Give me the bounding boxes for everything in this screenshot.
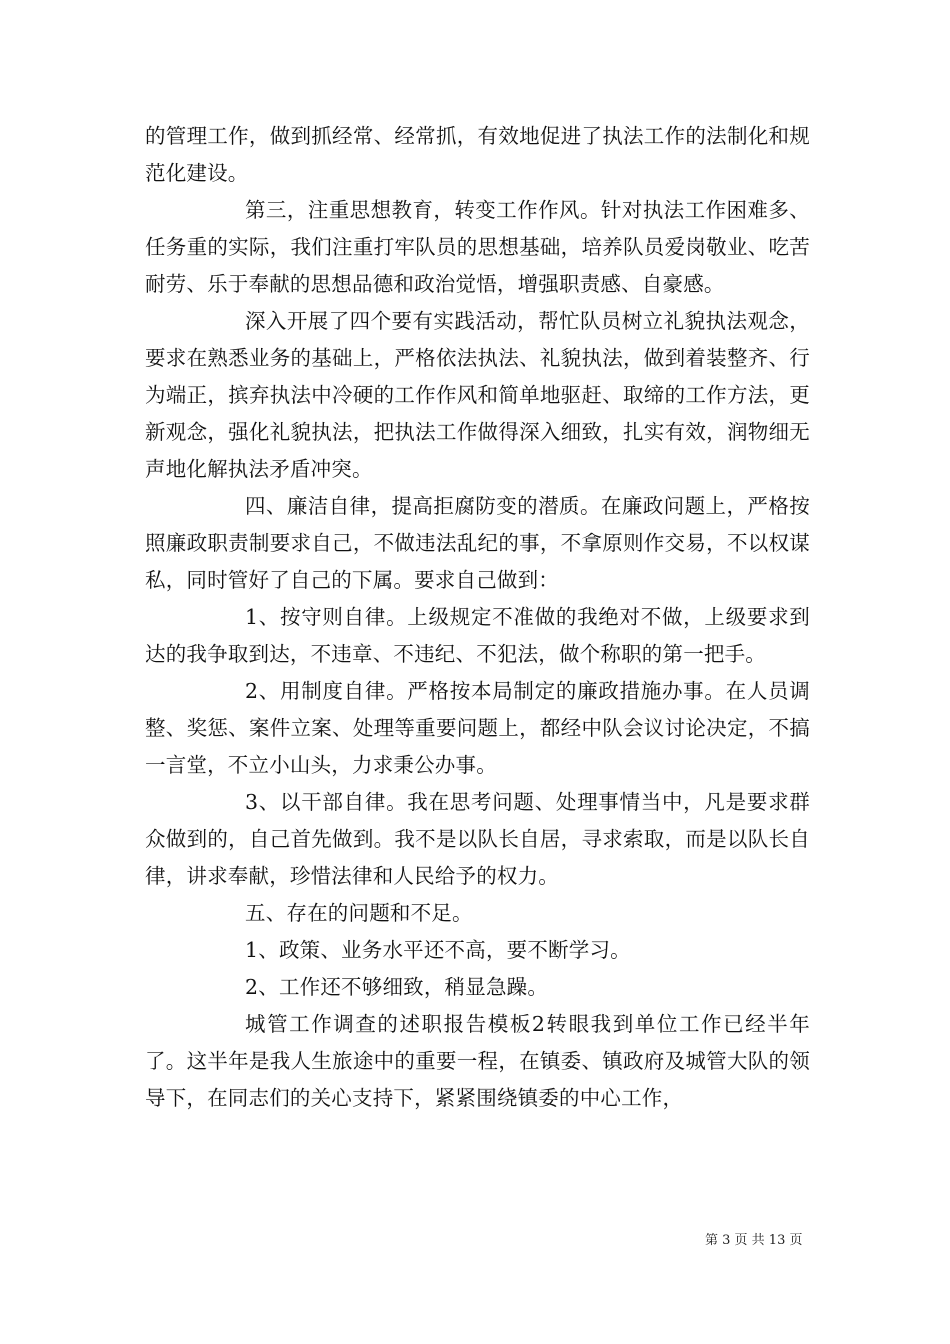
- paragraph-rule-discipline: 1、按守则自律。上级规定不准做的我绝对不做，上级要求到达的我争取到达，不违章、不违纪、不犯法，做个称职的第一把手。: [145, 605, 810, 666]
- document-body: [145, 118, 810, 1117]
- paragraph-problem-2: 2、工作还不够细致，稍显急躁。: [245, 975, 549, 999]
- paragraph-template-2: 城管工作调查的述职报告模板2转眼我到单位工作已经半年了。这半年是我人生旅途中的重要一程，在镇委、镇政府及城管大队的领导下，在同志们的关心支持下，紧紧围绕镇委的中心工作，: [145, 1012, 810, 1110]
- paragraph-problems-heading: 五、存在的问题和不足。: [245, 901, 473, 925]
- paragraph-practice-activity: 深入开展了四个要有实践活动，帮忙队员树立礼貌执法观念，要求在熟悉业务的基础上，严格依法执法、礼貌执法，做到着装整齐、行为端正，摈弃执法中冷硬的工作作风和简单地驱赶、取缔的工作方法，更新观念，强化礼貌执法，把执法工作做得深入细致，扎实有效，润物细无声地化解执法矛盾冲突。: [145, 309, 810, 481]
- paragraph-problem-1: 1、政策、业务水平还不高，要不断学习。: [245, 938, 631, 962]
- paragraph-continuation: 的管理工作，做到抓经常、经常抓，有效地促进了执法工作的法制化和规范化建设。: [145, 124, 810, 185]
- paragraph-self-discipline: 四、廉洁自律，提高拒腐防变的潜质。在廉政问题上，严格按照廉政职责制要求自己，不做违法乱纪的事，不拿原则作交易，不以权谋私，同时管好了自己的下属。要求自己做到：: [145, 494, 810, 592]
- paragraph-system-discipline: 2、用制度自律。严格按本局制定的廉政措施办事。在人员调整、奖惩、案件立案、处理等重要问题上，都经中队会议讨论决定，不搞一言堂，不立小山头，力求秉公办事。: [145, 679, 810, 777]
- paragraph-thought-education: 第三，注重思想教育，转变工作作风。针对执法工作困难多、任务重的实际，我们注重打牢队员的思想基础，培养队员爱岗敬业、吃苦耐劳、乐于奉献的思想品德和政治觉悟，增强职责感、自豪感。: [145, 198, 810, 296]
- paragraph-cadre-discipline: 3、以干部自律。我在思考问题、处理事情当中，凡是要求群众做到的，自己首先做到。我不是以队长自居，寻求索取，而是以队长自律，讲求奉献，珍惜法律和人民给予的权力。: [145, 790, 810, 888]
- page-number: 第 3 页 共 13 页: [705, 1233, 803, 1248]
